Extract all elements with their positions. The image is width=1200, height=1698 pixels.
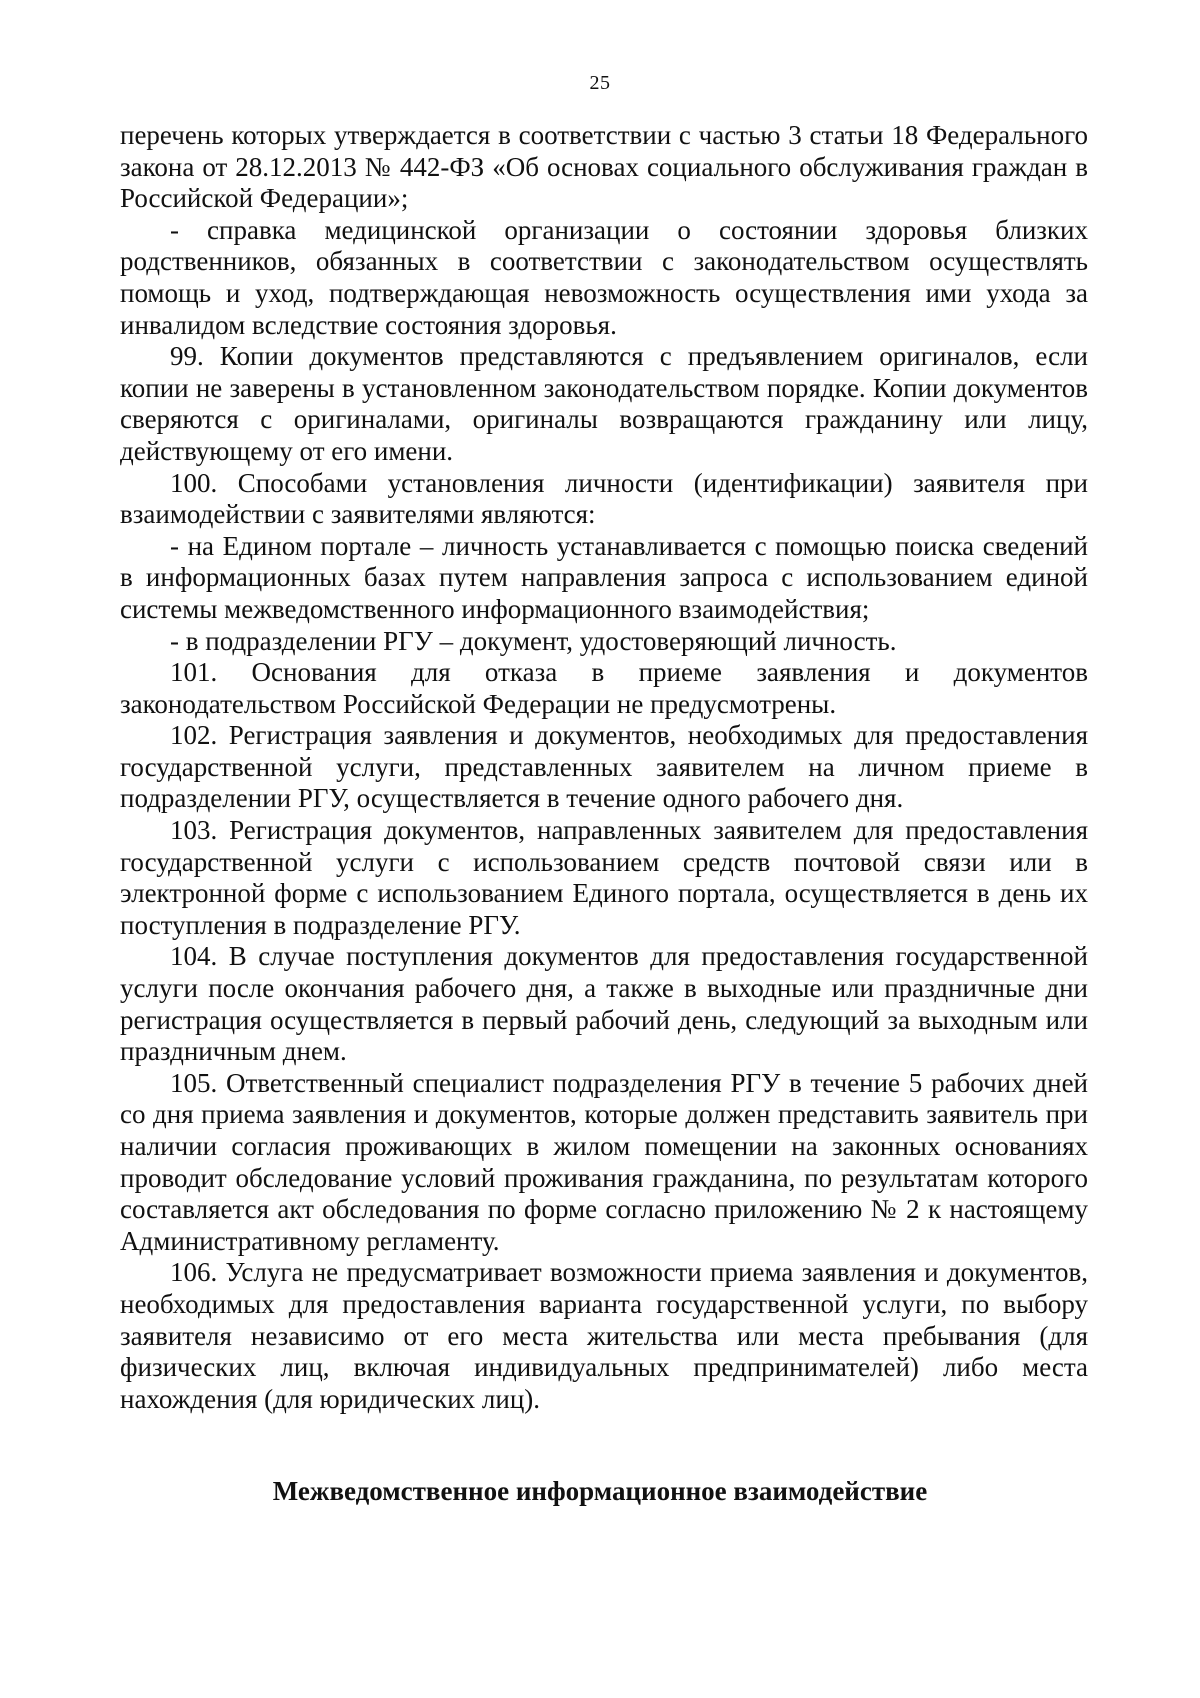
paragraph-continuation: перечень которых утверждается в соответствии с частью 3 статьи 18 Федерального закона от 28.12.2013 № 442-ФЗ «Об основах социального обслуживания граждан в Российской Федерации»; [120, 120, 1088, 214]
body-text [120, 120, 1088, 1415]
section-heading: Межведомственное информационное взаимодействие [272, 1476, 928, 1506]
paragraph-103: 103. Регистрация документов, направленных заявителем для предоставления государственной услуги с использованием средств почтовой связи или в электронной форме с использованием Единого портала, осуществляется в день их поступления в подразделение РГУ. [120, 815, 1088, 940]
paragraph-106: 106. Услуга не предусматривает возможности приема заявления и документов, необходимых для предоставления варианта государственной услуги, по выбору заявителя независимо от его места жительства или места пребывания (для физических лиц, включая индивидуальных предпринимателей) либо места нахождения (для юридических лиц). [120, 1257, 1088, 1414]
paragraph-104: 104. В случае поступления документов для предоставления государственной услуги после окончания рабочего дня, а также в выходные или праздничные дни регистрация осуществляется в первый рабочий день, следующий за выходным или праздничным днем. [120, 941, 1088, 1067]
paragraph-100: 100. Способами установления личности (идентификации) заявителя при взаимодействии с заявителями являются: [120, 467, 1088, 530]
paragraph-medical-certificate: - справка медицинской организации о состоянии здоровья близких родственников, обязанных в соответствии с законодательством осуществлять помощь и уход, подтверждающая невозможность осуществления ими ухода за инвалидом вследствие состояния здоровья. [120, 214, 1088, 340]
paragraph-unified-portal: - на Едином портале – личность устанавливается с помощью поиска сведений в информационных базах путем направления запроса с использованием единой системы межведомственного информационного взаимодействия; [120, 530, 1088, 624]
page-number: 25 [589, 72, 611, 94]
paragraph-102: 102. Регистрация заявления и документов, необходимых для предоставления государственной услуги, представленных заявителем на личном приеме в подразделении РГУ, осуществляется в течение одного рабочего дня. [120, 720, 1088, 814]
paragraph-99: 99. Копии документов представляются с предъявлением оригиналов, если копии не заверены в установленном законодательством порядке. Копии документов сверяются с оригиналами, оригиналы возвращаются гражданину или лицу, действующему от его имени. [120, 341, 1088, 466]
paragraph-rgu-division: - в подразделении РГУ – документ, удостоверяющий личность. [170, 625, 897, 656]
paragraph-101: 101. Основания для отказа в приеме заявления и документов законодательством Российской Федерации не предусмотрены. [120, 657, 1088, 719]
paragraph-105: 105. Ответственный специалист подразделения РГУ в течение 5 рабочих дней со дня приема заявления и документов, которые должен представить заявитель при наличии согласия проживающих в жилом помещении на законных основаниях проводит обследование условий проживания гражданина, по результатам которого составляется акт обследования по форме согласно приложению № 2 к настоящему Административному регламенту. [120, 1067, 1088, 1256]
